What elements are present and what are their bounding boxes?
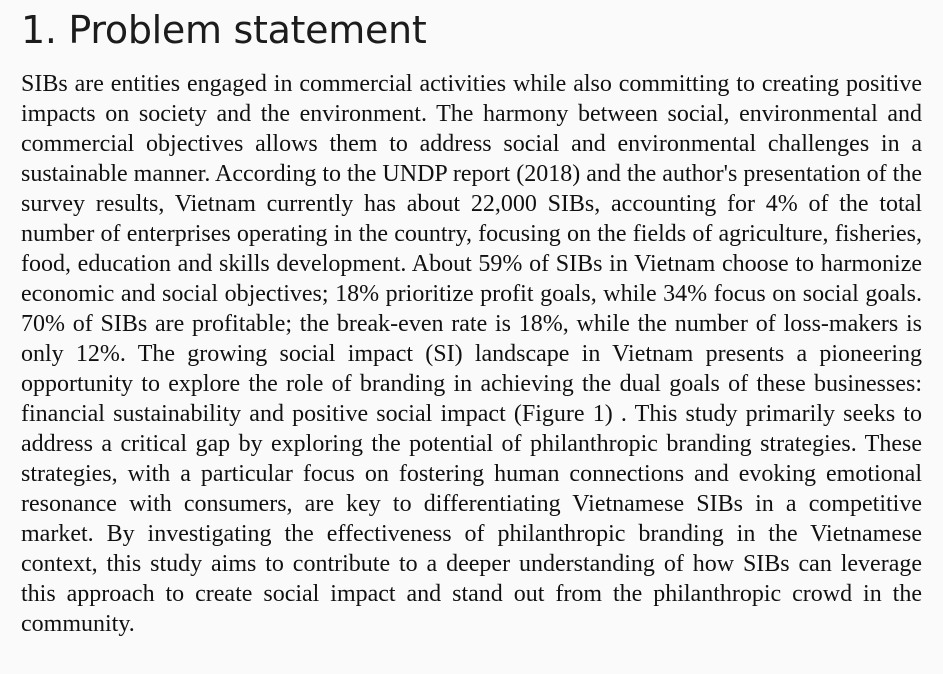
section-paragraph: SIBs are entities engaged in commercial activities while also committing to creating positive impacts on society and the environment. The harmony between social, environmental and commercial objectives allows them to address social and environmental challenges in a sustainable manner. According to the UNDP report (2018) and the author's presentation of the survey results, Vietnam currently has about 22,000 SIBs, accounting for 4% of the total number of enterprises operating in the country, focusing on the fields of agriculture, fisheries, food, education and skills development. About 59% of SIBs in Vietnam choose to harmonize economic and social objectives; 18% prioritize profit goals, while 34% focus on social goals. 70% of SIBs are profitable; the break-even rate is 18%, while the number of loss-makers is only 12%. The growing social impact (SI) landscape in Vietnam presents a pioneering opportunity to explore the role of branding in achieving the dual goals of these businesses: financial sustainability and positive social impact (Figure 1) . This study primarily seeks to address a critical gap by exploring the potential of philanthropic branding strategies. These strategies, with a particular focus on fostering human connections and evoking emotional resonance with consumers, are key to differentiating Vietnamese SIBs in a competitive market. By investigating the effectiveness of philanthropic branding in the Vietnamese context, this study aims to contribute to a deeper understanding of how SIBs can leverage this approach to create social impact and stand out from the philanthropic crowd in the community.: [21, 71, 922, 637]
section-heading: 1. Problem statement: [21, 8, 427, 52]
